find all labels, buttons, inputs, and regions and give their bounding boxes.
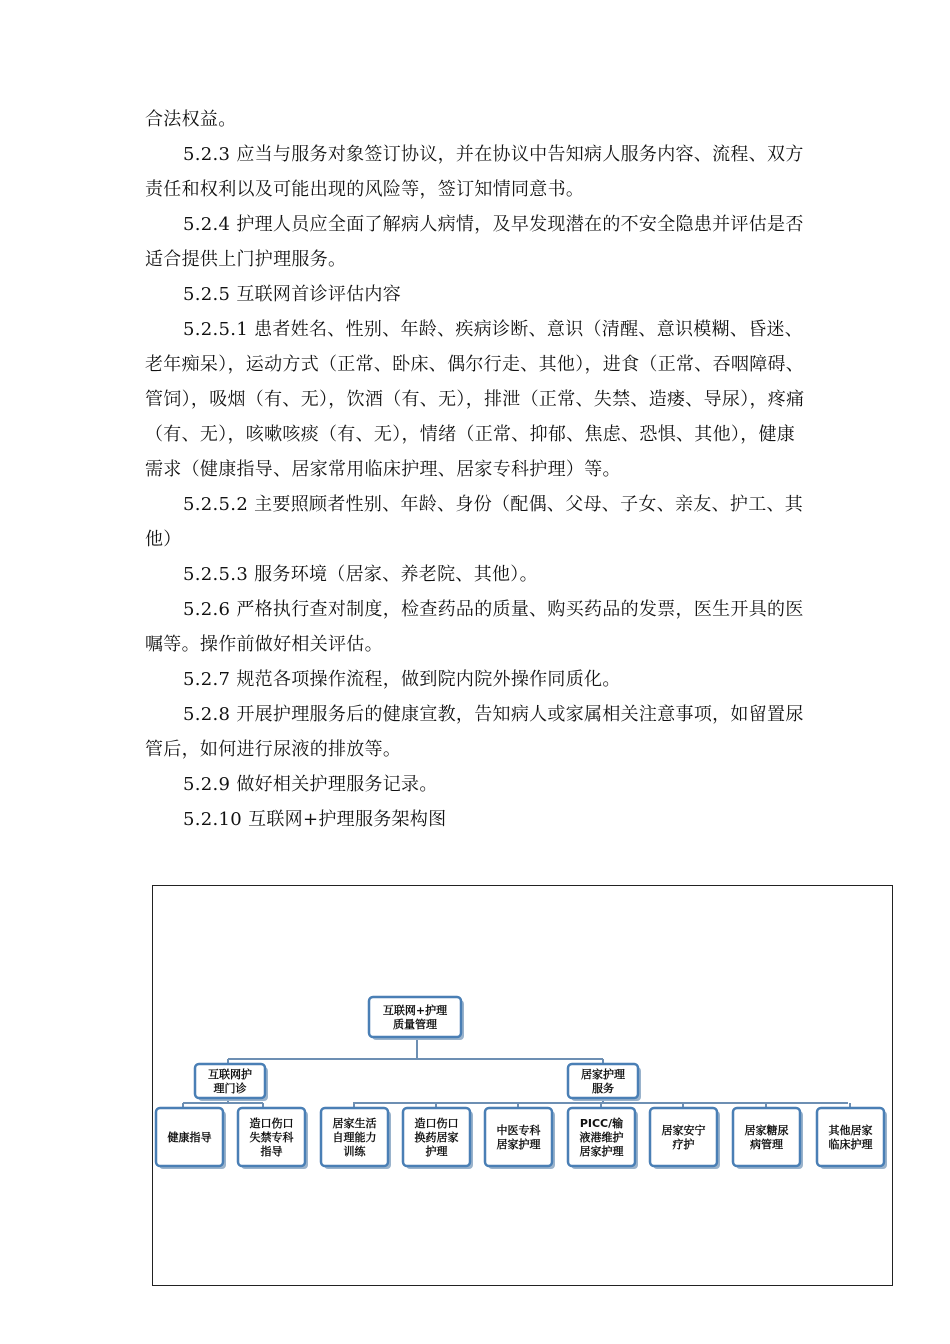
paragraph-12: 5.2.10 互联网+护理服务架构图: [183, 809, 447, 830]
leaf-node-1-2-label-1: 造口伤口: [249, 1117, 294, 1130]
leaf-node-2-5: [650, 1108, 717, 1166]
leaf-node-2-2-label-3: 护理: [425, 1145, 448, 1158]
root-node-label-1: 互联网+护理: [382, 1004, 448, 1017]
leaf-node-2-1-label-1: 居家生活: [332, 1117, 377, 1130]
org-chart-frame: [152, 885, 893, 1286]
paragraph-9: 5.2.7 规范各项操作流程，做到院内院外操作同质化。: [183, 669, 621, 690]
paragraph-4: 5.2.5 互联网首诊评估内容: [183, 284, 402, 305]
org-chart: [153, 886, 892, 1285]
leaf-node-1-2-label-2: 失禁专科: [249, 1131, 294, 1144]
leaf-node-2-4-label-3: 居家护理: [579, 1145, 624, 1158]
leaf-node-2-3-label-1: 中医专科: [496, 1124, 541, 1137]
branch-node-1-label-2: 理门诊: [213, 1082, 247, 1095]
leaf-node-2-5-label-1: 居家安宁: [661, 1124, 706, 1137]
paragraph-5: 5.2.5.1 患者姓名、性别、年龄、疾病诊断、意识（清醒、意识模糊、昏迷、老年痴呆），运动方式（正常、卧床、偶尔行走、其他），进食（正常、吞咽障碍、管饲），吸烟（有、无），饮酒（有、无），排泄（正常、失禁、造瘘、导尿），疼痛（有、无），咳嗽咳痰（有、无），情绪（正常、抑郁、焦虑、恐惧、其他），健康需求（健康指导、居家常用临床护理、居家专科护理）等。: [145, 319, 805, 480]
branch-node-2-label-2: 服务: [592, 1082, 614, 1095]
leaf-node-2-3-label-2: 居家护理: [496, 1138, 541, 1151]
leaf-node-2-6: [733, 1108, 800, 1166]
leaf-node-2-4-label-2: 液港维护: [579, 1131, 624, 1144]
paragraph-3: 5.2.4 护理人员应全面了解病人病情，及早发现潜在的不安全隐患并评估是否适合提供上门护理服务。: [145, 214, 804, 270]
leaf-node-2-6-label-2: 病管理: [750, 1138, 783, 1151]
leaf-node-2-7-label-2: 临床护理: [828, 1138, 873, 1151]
leaf-node-2-6-label-1: 居家糖尿: [744, 1124, 789, 1137]
paragraph-7: 5.2.5.3 服务环境（居家、养老院、其他）。: [183, 564, 538, 585]
leaf-node-2-5-label-2: 疗护: [672, 1138, 695, 1151]
leaf-node-2-3: [485, 1108, 552, 1166]
paragraph-2: 5.2.3 应当与服务对象签订协议，并在协议中告知病人服务内容、流程、双方责任和权利以及可能出现的风险等，签订知情同意书。: [145, 144, 804, 200]
branch-node-1-label-1: 互联网护: [208, 1068, 252, 1081]
root-node: [369, 997, 461, 1037]
leaf-node-2-1-label-2: 自理能力: [332, 1131, 377, 1144]
leaf-node-2-2-label-2: 换药居家: [414, 1131, 459, 1144]
root-node-label-2: 质量管理: [393, 1018, 437, 1031]
paragraph-8: 5.2.6 严格执行查对制度，检查药品的质量、购买药品的发票，医生开具的医嘱等。操作前做好相关评估。: [145, 599, 804, 655]
paragraph-6: 5.2.5.2 主要照顾者性别、年龄、身份（配偶、父母、子女、亲友、护工、其他）: [145, 494, 804, 550]
paragraph-11: 5.2.9 做好相关护理服务记录。: [183, 774, 438, 795]
branch-node-2-label-1: 居家护理: [581, 1068, 625, 1081]
paragraph-1: 合法权益。: [145, 109, 237, 130]
leaf-node-2-1-label-3: 训练: [343, 1145, 366, 1158]
leaf-node-2-7: [817, 1108, 884, 1166]
leaf-node-2-4-label-1: PICC/输: [579, 1117, 624, 1130]
leaf-node-2-2-label-1: 造口伤口: [414, 1117, 459, 1130]
leaf-node-2-7-label-1: 其他居家: [828, 1124, 873, 1137]
leaf-node-1-2-label-3: 指导: [260, 1145, 283, 1158]
paragraph-10: 5.2.8 开展护理服务后的健康宣教，告知病人或家属相关注意事项，如留置尿管后，如何进行尿液的排放等。: [145, 704, 804, 760]
leaf-node-1-1-label-1: 健康指导: [167, 1131, 212, 1144]
